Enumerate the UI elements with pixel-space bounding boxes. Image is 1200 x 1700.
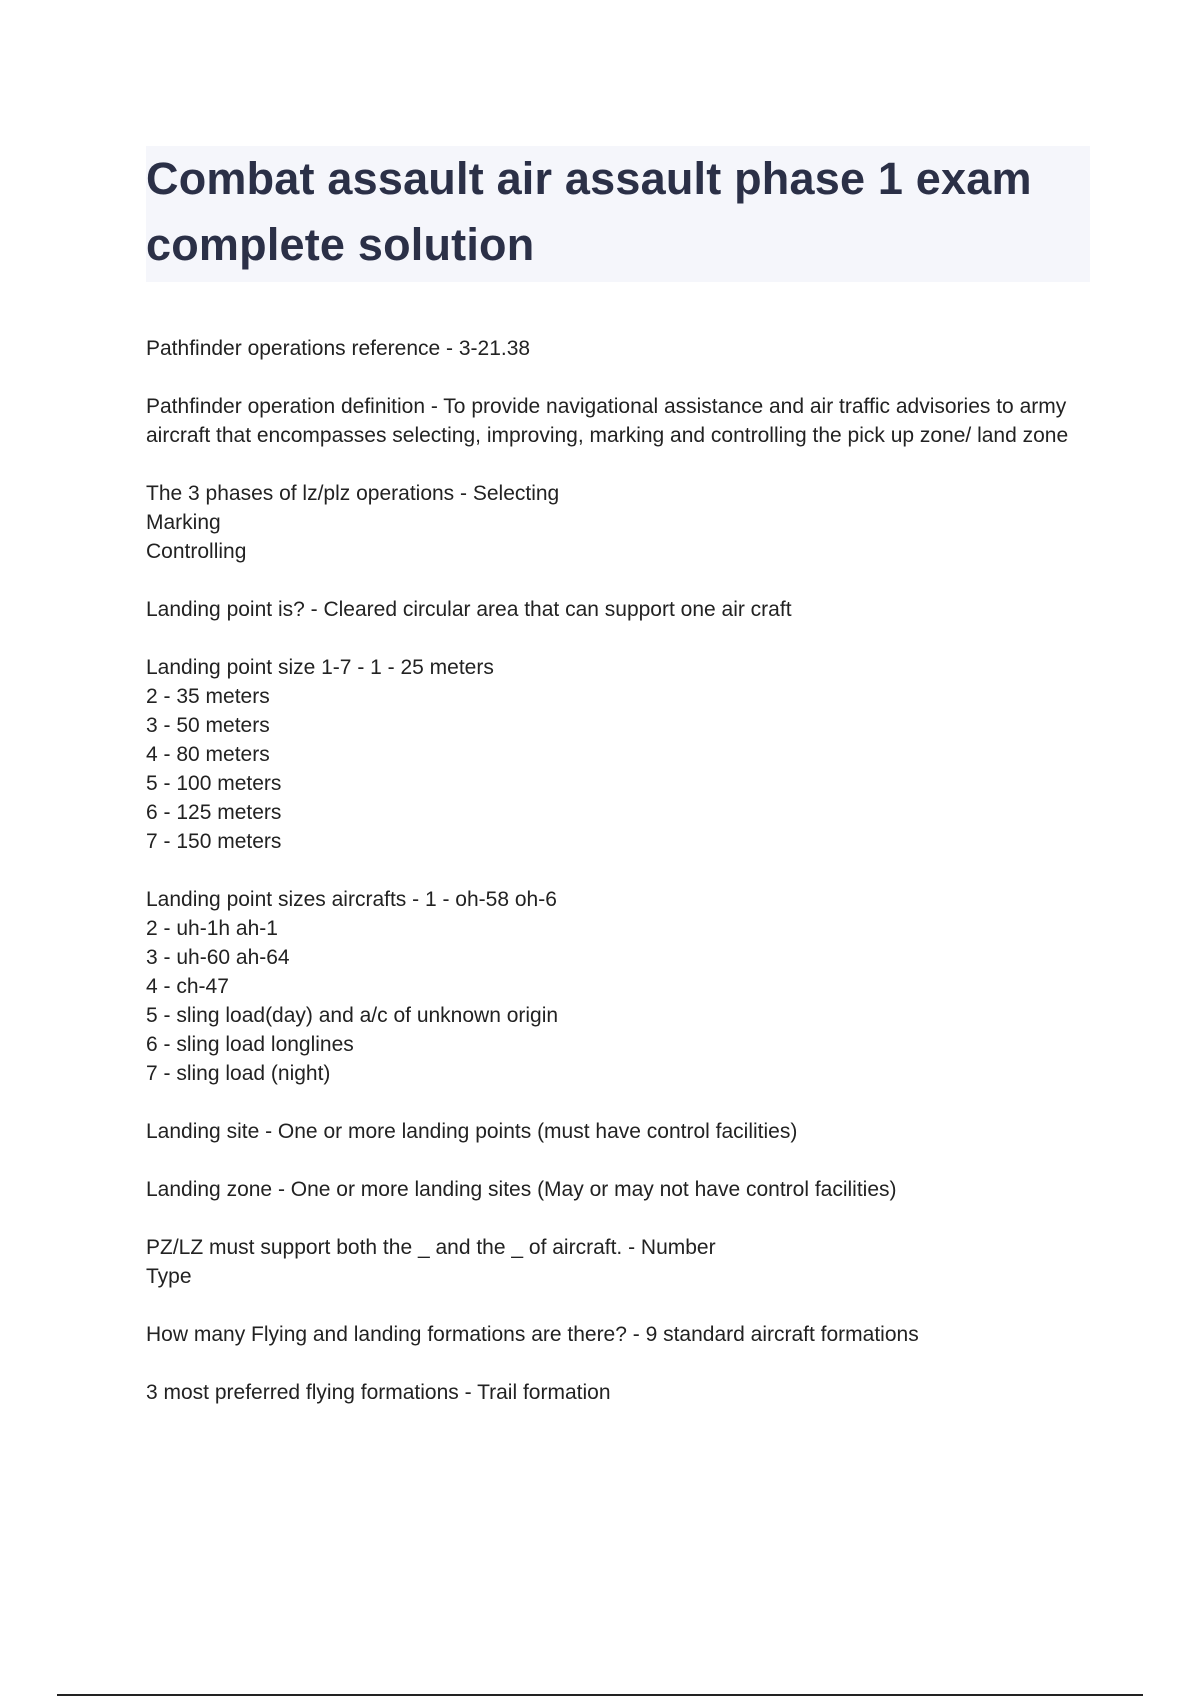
qa-entry [146, 653, 1096, 856]
entry-line: Controlling [146, 540, 247, 563]
entry-line: 5 - sling load(day) and a/c of unknown origin [146, 1004, 559, 1027]
qa-entry [146, 392, 1096, 450]
entry-line: 6 - sling load longlines [146, 1033, 354, 1056]
title-banner [146, 146, 1090, 282]
entry-line: Pathfinder operation definition - To provide navigational assistance and air traffic advisories to army aircraft that encompasses selecting, improving, marking and controlling the pick up zone/ land zone [146, 395, 1073, 447]
page-bottom-divider [57, 1694, 1143, 1696]
entry-line: Marking [146, 511, 221, 534]
entry-line: 5 - 100 meters [146, 772, 282, 795]
entry-line: Landing point size 1-7 - 1 - 25 meters [146, 656, 494, 679]
entry-line: PZ/LZ must support both the _ and the _ of aircraft. - Number [146, 1236, 716, 1259]
qa-entry [146, 1117, 1096, 1146]
qa-entry [146, 479, 1096, 566]
entry-line: 4 - ch-47 [146, 975, 229, 998]
entry-line: 2 - uh-1h ah-1 [146, 917, 278, 940]
qa-entry [146, 1378, 1096, 1407]
qa-entry [146, 595, 1096, 624]
qa-entry [146, 885, 1096, 1088]
entry-line: How many Flying and landing formations are there? - 9 standard aircraft formations [146, 1323, 919, 1346]
qa-entry [146, 1175, 1096, 1204]
entry-line: 3 most preferred flying formations - Trail formation [146, 1381, 611, 1404]
entry-line: 2 - 35 meters [146, 685, 270, 708]
entry-line: 3 - 50 meters [146, 714, 270, 737]
entry-line: 4 - 80 meters [146, 743, 270, 766]
entry-line: 6 - 125 meters [146, 801, 282, 824]
qa-entry [146, 334, 1096, 363]
entry-line: Landing zone - One or more landing sites (May or may not have control facilities) [146, 1178, 897, 1201]
qa-entry [146, 1233, 1096, 1291]
entry-line: Landing point is? - Cleared circular area that can support one air craft [146, 598, 792, 621]
entry-line: 3 - uh-60 ah-64 [146, 946, 290, 969]
entry-line: Type [146, 1265, 192, 1288]
entry-line: Landing point sizes aircrafts - 1 - oh-58 oh-6 [146, 888, 557, 911]
entry-line: 7 - 150 meters [146, 830, 282, 853]
entry-line: Landing site - One or more landing points (must have control facilities) [146, 1120, 798, 1143]
entry-line: 7 - sling load (night) [146, 1062, 331, 1085]
qa-entry [146, 1320, 1096, 1349]
entry-line: Pathfinder operations reference - 3-21.38 [146, 337, 531, 360]
document-body [146, 334, 1096, 1436]
entry-line: The 3 phases of lz/plz operations - Selecting [146, 482, 560, 505]
document-title: Combat assault air assault phase 1 exam complete solution [146, 153, 1032, 270]
